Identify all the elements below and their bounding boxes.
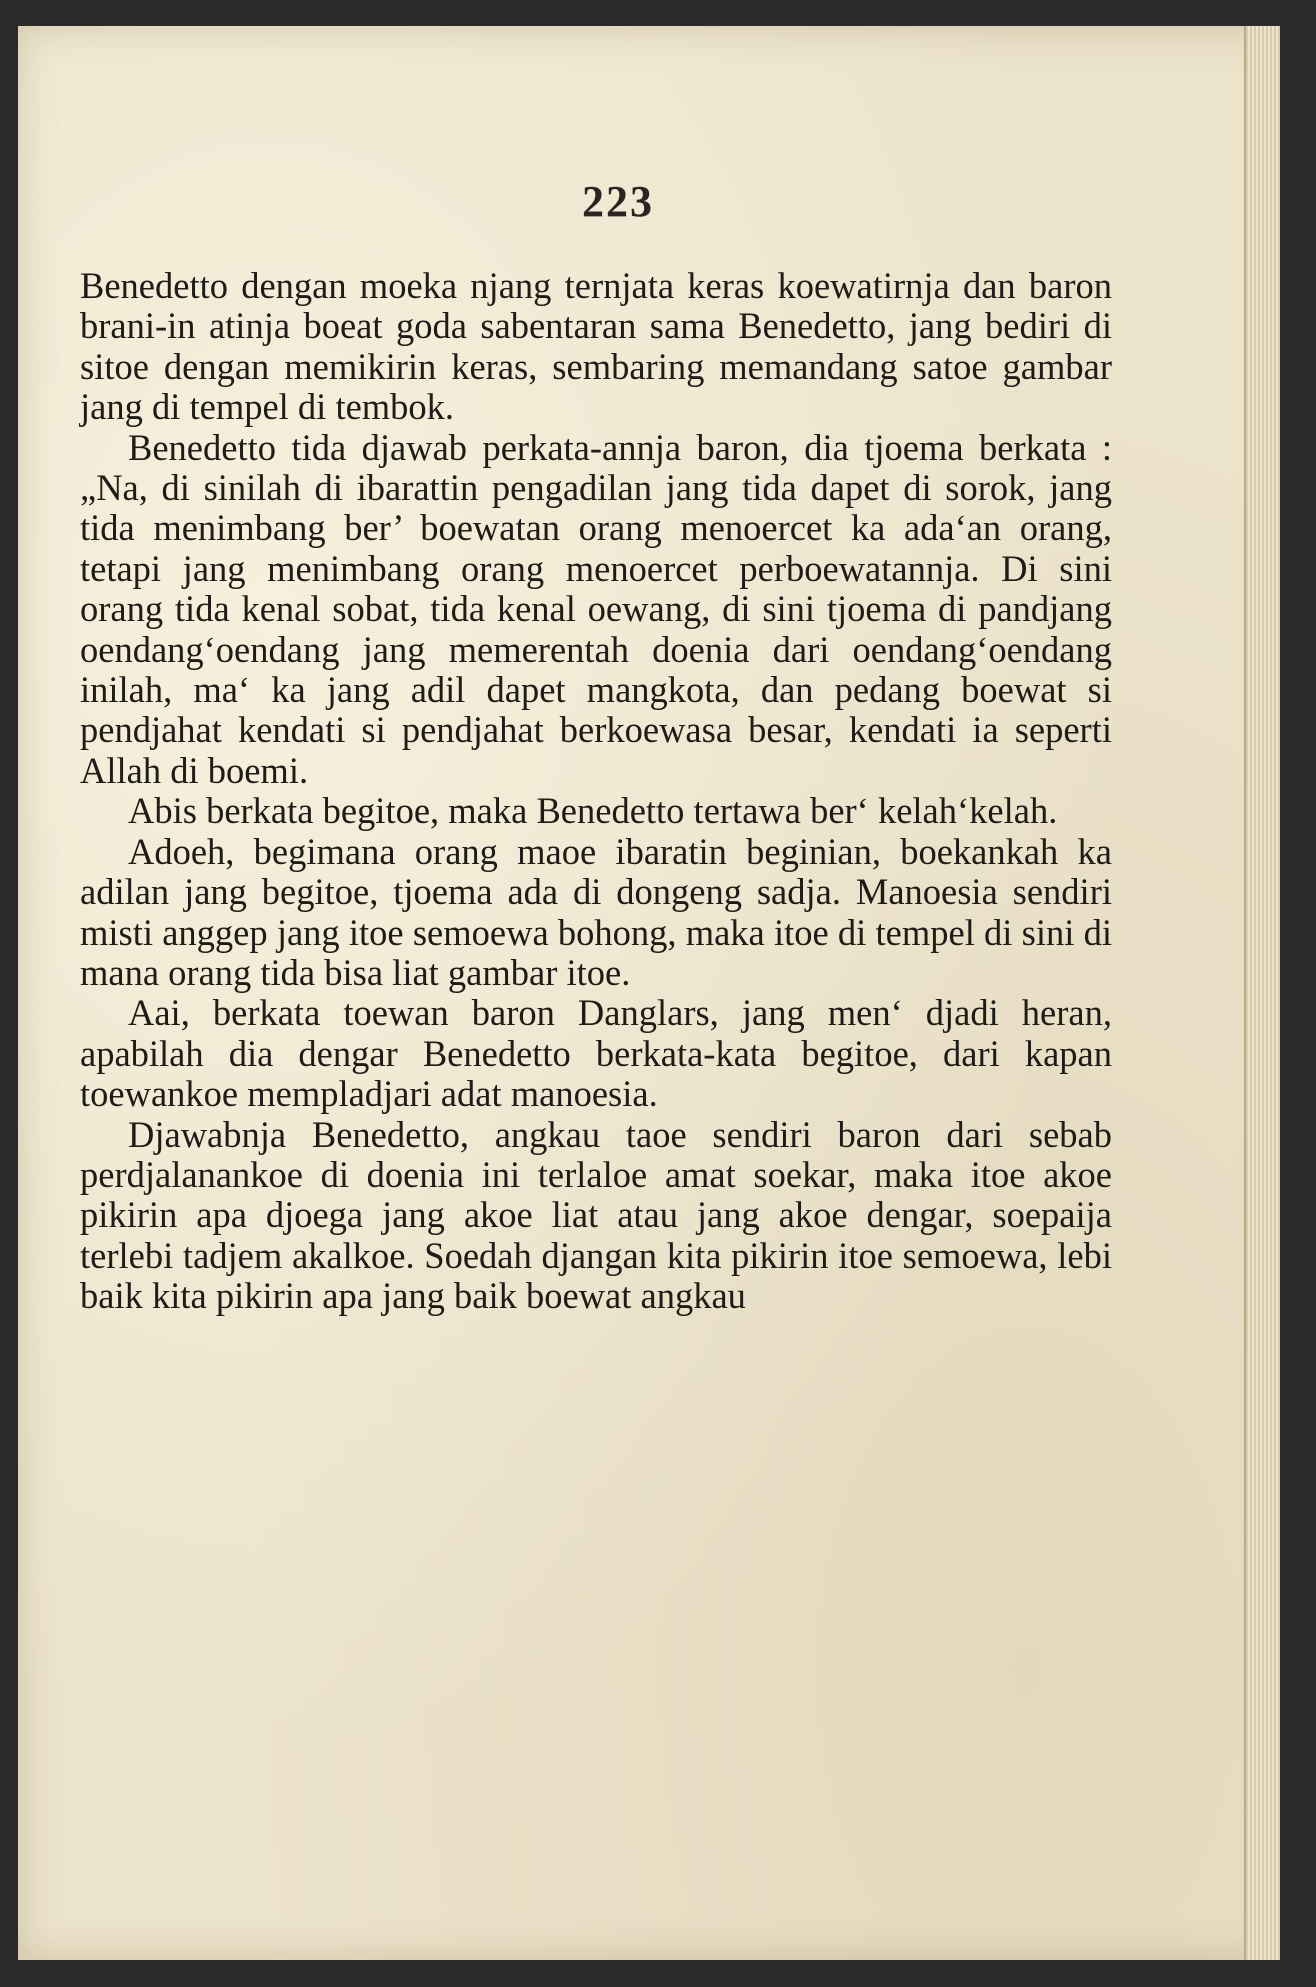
paragraph-1: Benedetto dengan moeka njang ternjata keras koewatirnja dan baron brani-in atinja boeat goda sabentaran sama Benedetto, jang bediri di sitoe dengan memikirin keras, sembaring memandang satoe gambar jang di tempel di tembok. bbox=[80, 265, 1112, 428]
paragraph-6: Djawabnja Benedetto, angkau taoe sendiri baron dari sebab perdjalanankoe di doenia ini terlaloe amat soekar, maka itoe akoe pikirin apa djoega jang akoe liat atau jang akoe dengar, soepaija terlebi tadjem akalkoe. Soedah djangan kita pikirin itoe semoewa, lebi baik kita pikirin apa jang baik boewat angkau bbox=[80, 1113, 1112, 1317]
paragraph-4: Adoeh, begimana orang maoe ibaratin beginian, boekankah ka adilan jang begitoe, tjoema ada di dongeng sadja. Manoesia sendiri misti anggep jang itoe semoewa bohong, maka itoe di tempel di sini di mana orang tida bisa liat gambar itoe. bbox=[80, 830, 1112, 993]
paragraph-5: Aai, berkata toewan baron Danglars, jang men‘ djadi heran, apabilah dia dengar Benedetto berkata-kata begitoe, dari kapan toewankoe mempladjari adat manoesia. bbox=[80, 992, 1112, 1115]
body-text bbox=[80, 266, 1112, 1317]
book-page bbox=[18, 26, 1280, 1960]
page-number: 223 bbox=[582, 177, 654, 226]
page-edge bbox=[1244, 26, 1280, 1960]
paragraph-2: Benedetto tida djawab perkata-annja baron, dia tjoema berkata : „Na, di sinilah di ibarattin pengadilan jang tida dapet di sorok, jang tida menimbang ber’ boewatan orang menoercet ka ada‘an orang, tetapi jang menimbang orang menoercet perboewatannja. Di sini orang tida kenal sobat, tida kenal oewang, di sini tjoema di pandjang oendang‘oendang jang memerentah doenia dari oendang‘oendang inilah, ma‘ ka jang adil dapet mangkota, dan pedang boewat si pendjahat kendati si pendjahat berkoewasa besar, kendati ia seperti Allah di boemi. bbox=[80, 426, 1112, 791]
paragraph-3: Abis berkata begitoe, maka Benedetto tertawa ber‘ kelah‘kelah. bbox=[128, 790, 1058, 832]
